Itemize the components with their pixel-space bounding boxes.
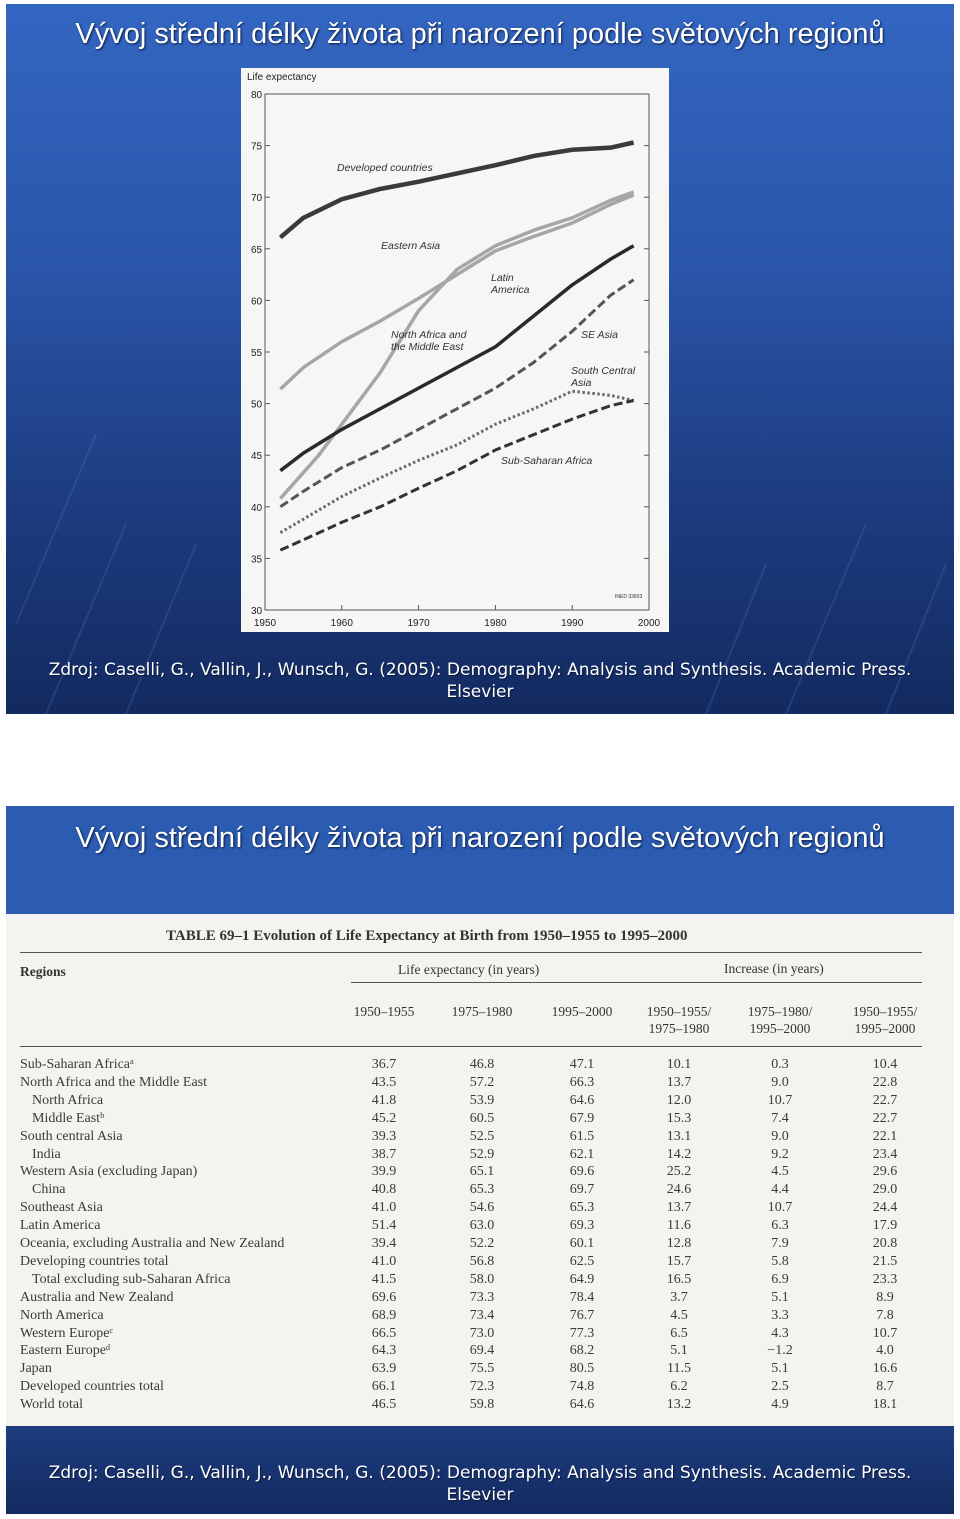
- series-label-3: the Middle East: [391, 341, 464, 353]
- row-label: Middle Eastᵇ: [32, 1110, 105, 1126]
- table-cell: 66.3: [569, 1074, 595, 1090]
- table-cell: 23.4: [872, 1146, 898, 1162]
- row-label: Western Europeᶜ: [20, 1325, 114, 1341]
- table-cell: 38.7: [371, 1146, 397, 1162]
- table-cell: 8.9: [876, 1289, 894, 1305]
- table-cell: 64.6: [569, 1397, 595, 1413]
- table-cell: 10.7: [872, 1325, 898, 1341]
- table-cell: 7.8: [876, 1307, 894, 1323]
- series-line-4: [280, 280, 633, 507]
- table-cell: 29.6: [872, 1164, 898, 1180]
- regions-header: Regions: [20, 964, 66, 979]
- series-line-2: [280, 195, 633, 389]
- table-cell: 65.3: [569, 1200, 595, 1216]
- table-cell: 13.1: [666, 1128, 692, 1144]
- series-line-6: [280, 401, 633, 551]
- table-cell: 45.2: [371, 1110, 397, 1126]
- table-cell: 7.9: [771, 1236, 789, 1251]
- row-label: Eastern Europeᵈ: [20, 1343, 111, 1359]
- column-header: 1995–2000: [551, 1004, 613, 1019]
- table-cell: 9.2: [771, 1146, 789, 1162]
- y-tick-label: 40: [251, 502, 263, 514]
- column-header: 1950–1955/: [852, 1004, 918, 1019]
- table-cell: 47.1: [569, 1057, 595, 1072]
- y-tick-label: 60: [251, 296, 263, 308]
- table-panel: [6, 914, 954, 1426]
- table-cell: 63.9: [371, 1361, 397, 1377]
- table-cell: 39.4: [371, 1236, 397, 1251]
- series-label-2: America: [491, 284, 530, 296]
- series-label-4: SE Asia: [581, 329, 618, 341]
- table-cell: 6.2: [670, 1379, 688, 1395]
- table-cell: 65.3: [469, 1182, 495, 1198]
- table-cell: 7.4: [771, 1110, 789, 1126]
- series-label-5: South Central: [571, 365, 636, 377]
- table-cell: 46.5: [371, 1397, 397, 1413]
- table-cell: 22.7: [872, 1092, 898, 1108]
- table-cell: 2.5: [771, 1379, 789, 1395]
- table-cell: 12.8: [666, 1236, 692, 1251]
- row-label: China: [32, 1182, 66, 1198]
- table-cell: 41.0: [371, 1200, 397, 1216]
- source-citation-2: Zdroj: Caselli, G., Vallin, J., Wunsch, G. (2005): Demography: Analysis and Synthesis. Academic Press. Elsevier: [48, 1463, 912, 1505]
- table-cell: 24.4: [872, 1200, 898, 1216]
- table-cell: 74.8: [569, 1379, 595, 1395]
- table-cell: 15.3: [666, 1110, 692, 1126]
- table-cell: 10.7: [767, 1092, 793, 1108]
- table-cell: 20.8: [872, 1236, 898, 1251]
- table-cell: 64.9: [569, 1271, 595, 1287]
- table-cell: 69.6: [569, 1164, 595, 1180]
- series-label-1: Eastern Asia: [381, 240, 441, 252]
- table-cell: 4.0: [876, 1343, 894, 1359]
- table-cell: 11.6: [667, 1218, 691, 1234]
- table-cell: 10.4: [872, 1057, 898, 1072]
- table-cell: 60.1: [569, 1236, 595, 1251]
- table-cell: 56.8: [469, 1253, 495, 1269]
- source-citation: Zdroj: Caselli, G., Vallin, J., Wunsch, G. (2005): Demography: Analysis and Synthesis. Academic Press. Elsevier: [48, 660, 912, 702]
- x-tick-label: 2000: [637, 618, 661, 629]
- table-cell: 13.7: [666, 1074, 692, 1090]
- row-label: Australia and New Zealand: [20, 1289, 174, 1305]
- slide-title-2: Vývoj střední délky života při narození podle světových regionů: [75, 822, 885, 854]
- row-label: Total excluding sub-Saharan Africa: [32, 1271, 231, 1287]
- table-cell: 0.3: [771, 1057, 789, 1072]
- y-tick-label: 45: [251, 451, 263, 463]
- x-tick-label: 1980: [484, 618, 507, 629]
- group2-rule: [646, 982, 922, 983]
- y-tick-label: 35: [251, 554, 263, 566]
- table-cell: 65.1: [469, 1164, 495, 1180]
- table-cell: 72.3: [469, 1379, 495, 1395]
- table-rule-top: [20, 952, 922, 953]
- table-cell: 16.6: [872, 1361, 898, 1377]
- life-expectancy-group-header: Life expectancy (in years): [398, 962, 540, 977]
- series-label-6: Sub-Saharan Africa: [501, 455, 593, 467]
- table-cell: 69.6: [371, 1289, 397, 1305]
- table-cell: 77.3: [569, 1325, 595, 1341]
- table-cell: 63.0: [469, 1218, 495, 1234]
- table-cell: 3.3: [771, 1307, 789, 1323]
- table-cell: 8.7: [876, 1379, 894, 1395]
- table-cell: 67.9: [569, 1110, 595, 1126]
- table-cell: 36.7: [371, 1057, 397, 1072]
- column-header-line2: 1975–1980: [648, 1021, 710, 1036]
- table-cell: 76.7: [569, 1307, 595, 1323]
- x-tick-label: 1960: [330, 618, 353, 629]
- table-cell: 9.0: [771, 1128, 789, 1144]
- table-cell: 60.5: [469, 1110, 495, 1126]
- table-cell: 40.8: [371, 1182, 397, 1198]
- table-cell: 6.3: [771, 1218, 789, 1234]
- table-cell: 25.2: [666, 1164, 692, 1180]
- y-tick-label: 30: [251, 606, 263, 617]
- x-tick-label: 1990: [561, 618, 584, 629]
- row-label: Japan: [20, 1361, 52, 1377]
- table-cell: 21.5: [872, 1253, 898, 1269]
- row-label: South central Asia: [20, 1128, 123, 1144]
- series-line-0: [280, 143, 633, 238]
- table-cell: 5.1: [771, 1289, 789, 1305]
- table-cell: 23.3: [872, 1271, 898, 1287]
- table-cell: 59.8: [469, 1397, 495, 1413]
- table-cell: 18.1: [872, 1397, 898, 1413]
- table-cell: 69.4: [469, 1343, 495, 1359]
- increase-group-header: Increase (in years): [724, 961, 824, 976]
- table-cell: 69.7: [569, 1182, 595, 1198]
- table-cell: 41.8: [371, 1092, 397, 1108]
- table-cell: 22.1: [872, 1128, 898, 1144]
- table-cell: 10.7: [767, 1200, 793, 1216]
- table-cell: 29.0: [872, 1182, 898, 1198]
- table-rule-header: [20, 1046, 922, 1047]
- table-cell: 10.1: [666, 1057, 692, 1072]
- table-cell: 57.2: [469, 1074, 495, 1090]
- y-tick-label: 55: [251, 348, 263, 359]
- chart-panel: [241, 68, 669, 632]
- column-header: 1975–1980: [451, 1004, 513, 1019]
- table-cell: 9.0: [771, 1074, 789, 1090]
- table-cell: 52.2: [469, 1236, 495, 1251]
- x-tick-label: 1950: [253, 618, 277, 629]
- table-cell: 43.5: [371, 1074, 397, 1090]
- row-label: Oceania, excluding Australia and New Zealand: [20, 1236, 285, 1251]
- table-cell: 4.3: [771, 1325, 789, 1341]
- table-cell: 64.6: [569, 1092, 595, 1108]
- table-cell: 62.5: [569, 1253, 595, 1269]
- table-cell: 73.4: [469, 1307, 495, 1323]
- table-cell: 69.3: [569, 1218, 595, 1234]
- table-cell: 6.5: [670, 1325, 688, 1341]
- row-label: North Africa and the Middle East: [20, 1074, 208, 1090]
- table-cell: 73.0: [469, 1325, 495, 1341]
- table-cell: 4.4: [771, 1182, 789, 1198]
- table-cell: 68.9: [371, 1307, 397, 1323]
- table-cell: 13.7: [666, 1200, 692, 1216]
- column-header: 1975–1980/: [747, 1004, 813, 1019]
- table-cell: 15.7: [666, 1253, 692, 1269]
- y-tick-label: 65: [251, 244, 263, 256]
- y-tick-label: 50: [251, 399, 263, 411]
- table-cell: 5.1: [771, 1361, 789, 1377]
- row-label: Southeast Asia: [20, 1200, 103, 1216]
- table-cell: 17.9: [872, 1218, 898, 1234]
- series-label-5: Asia: [571, 377, 592, 389]
- series-label-3: North Africa and: [391, 329, 467, 341]
- table-cell: 6.9: [771, 1271, 789, 1287]
- y-tick-label: 75: [251, 141, 263, 153]
- y-tick-label: 70: [251, 193, 263, 205]
- table-cell: 41.5: [371, 1271, 397, 1287]
- row-label: Latin America: [20, 1218, 101, 1234]
- table-cell: 73.3: [469, 1289, 495, 1305]
- table-cell: 4.5: [670, 1307, 688, 1323]
- series-label-2: Latin: [491, 272, 514, 284]
- column-header: 1950–1955/: [646, 1004, 712, 1019]
- column-header-line2: 1995–2000: [749, 1021, 811, 1036]
- table-cell: 3.7: [670, 1289, 688, 1305]
- table-cell: 62.1: [569, 1146, 595, 1162]
- row-label: North Africa: [32, 1092, 104, 1108]
- table-cell: 75.5: [469, 1361, 495, 1377]
- slide-chart: [6, 4, 954, 714]
- table-cell: 5.8: [771, 1253, 789, 1269]
- table-cell: 11.5: [667, 1361, 691, 1377]
- table-cell: 53.9: [469, 1092, 495, 1108]
- table-title: TABLE 69–1 Evolution of Life Expectancy at Birth from 1950–1955 to 1995–2000: [166, 928, 688, 944]
- x-tick-label: 1970: [407, 618, 430, 629]
- table-cell: 68.2: [569, 1343, 595, 1359]
- table-cell: 64.3: [371, 1343, 397, 1359]
- row-label: Western Asia (excluding Japan): [20, 1164, 198, 1180]
- table-cell: 58.0: [469, 1271, 495, 1287]
- table-cell: 46.8: [469, 1057, 495, 1072]
- table-cell: 51.4: [371, 1218, 397, 1234]
- table-cell: 52.5: [469, 1128, 495, 1144]
- table-cell: 41.0: [371, 1253, 397, 1269]
- table-cell: 66.5: [371, 1325, 397, 1341]
- table-cell: 5.1: [670, 1343, 688, 1359]
- slide-table: [6, 806, 954, 1514]
- table-cell: 39.3: [371, 1128, 397, 1144]
- table-cell: 12.0: [666, 1092, 692, 1108]
- row-label: India: [32, 1146, 61, 1162]
- table-cell: 16.5: [666, 1271, 692, 1287]
- table-cell: 4.9: [771, 1397, 789, 1413]
- y-axis-label: Life expectancy: [247, 72, 317, 83]
- column-header-line2: 1995–2000: [854, 1021, 916, 1036]
- table-cell: 39.9: [371, 1164, 397, 1180]
- table-cell: −1.2: [767, 1343, 793, 1359]
- group1-rule: [351, 982, 654, 983]
- row-label: Developing countries total: [20, 1253, 169, 1269]
- y-tick-label: 80: [251, 90, 263, 101]
- table-cell: 80.5: [569, 1361, 595, 1377]
- table-cell: 54.6: [469, 1200, 495, 1216]
- table-cell: 13.2: [666, 1397, 692, 1413]
- table-cell: 14.2: [666, 1146, 692, 1162]
- watermark-label: INED 33603: [615, 594, 643, 600]
- table-cell: 61.5: [569, 1128, 595, 1144]
- table-cell: 4.5: [771, 1164, 789, 1180]
- slide-title: Vývoj střední délky života při narození podle světových regionů: [75, 18, 885, 50]
- table-cell: 24.6: [666, 1182, 692, 1198]
- table-cell: 52.9: [469, 1146, 495, 1162]
- row-label: North America: [20, 1307, 104, 1323]
- table-cell: 22.7: [872, 1110, 898, 1126]
- row-label: World total: [20, 1397, 84, 1413]
- row-label: Sub-Saharan Africaᵃ: [20, 1057, 134, 1072]
- series-label-0: Developed countries: [337, 162, 433, 174]
- table-cell: 66.1: [371, 1379, 397, 1395]
- row-label: Developed countries total: [20, 1379, 164, 1395]
- table-cell: 22.8: [872, 1074, 898, 1090]
- column-header: 1950–1955: [353, 1004, 415, 1019]
- table-cell: 78.4: [569, 1289, 595, 1305]
- life-expectancy-chart: [241, 68, 669, 632]
